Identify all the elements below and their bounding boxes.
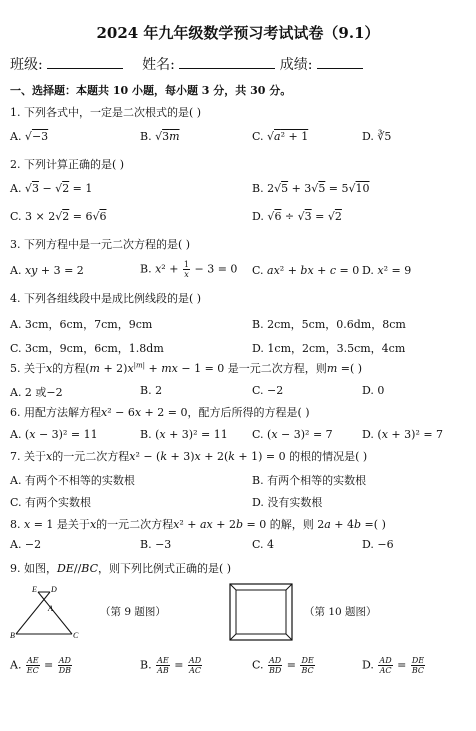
question-stem: 5. 关于x的方程$(m + 2)x^{|m|}$ + mx − 1 = 0 是一元二次方程，则m =( )	[10, 361, 363, 375]
question-stem: 7. 关于x的一元二次方程x² − (k + 3)x + 2(k + 1) = 0 的根的情况是( )	[10, 450, 368, 463]
figure-label-c: C	[73, 631, 79, 640]
name-blank[interactable]	[179, 54, 275, 69]
question-stem: 9. 如图，DE//BC，则下列比例式正确的是( )	[10, 562, 232, 575]
section-heading: 一、选择题：本题共 10 小题，每小题 3 分，共 30 分。	[10, 84, 292, 97]
figure-9-diagram	[10, 584, 80, 640]
option-d[interactable]: D. x² = 9	[362, 264, 412, 277]
option-c[interactable]: C. 3 × 2√2 = 6√6	[10, 210, 107, 223]
question-stem: 8. x = 1 是关于x的一元二次方程x² + ax + 2b = 0 的解，则 2a + 4b =( )	[10, 518, 386, 531]
question-stem: 3. 下列方程中是一元二次方程的是( )	[10, 238, 191, 251]
score-blank[interactable]	[317, 54, 363, 69]
option-d[interactable]: D. (x + 3)² = 7	[362, 428, 444, 441]
option-c[interactable]: C. 4	[252, 538, 275, 551]
exam-title: 2024 年九年级数学预习考试试卷（9.1）	[96, 24, 380, 42]
option-a[interactable]: A. −2	[10, 538, 42, 551]
option-c[interactable]: C. −2	[252, 384, 284, 397]
option-b[interactable]: B. √3m	[140, 130, 180, 143]
option-d[interactable]: D. 0	[362, 384, 385, 397]
student-info-row	[10, 54, 363, 74]
option-b[interactable]: B. $\frac{AE}{AB}$ = $\frac{AD}{AC}$	[140, 656, 202, 675]
question-stem: 1. 下列各式中，一定是二次根式的是( )	[10, 106, 202, 119]
option-b[interactable]: B. (x + 3)² = 11	[140, 428, 228, 441]
option-c[interactable]: C. 3cm，9cm，6cm，1.8dm	[10, 342, 164, 355]
score-label: 成绩:	[279, 57, 313, 73]
figure-label-b: B	[10, 631, 15, 640]
option-b[interactable]: B. 有两个相等的实数根	[252, 474, 367, 487]
figure-label-a: A	[48, 604, 53, 613]
option-b[interactable]: B. x² + $\frac{1}{x}$ − 3 = 0	[140, 260, 238, 279]
class-label: 班级:	[10, 57, 43, 73]
option-a[interactable]: A. $\frac{AE}{EC}$ = $\frac{AD}{DB}$	[10, 656, 72, 675]
option-a[interactable]: A. √3 − √2 = 1	[10, 182, 93, 195]
class-blank[interactable]	[47, 54, 123, 69]
figure-10-diagram	[228, 582, 296, 644]
option-c[interactable]: C. $\frac{AD}{BD}$ = $\frac{DE}{BC}$	[252, 656, 314, 675]
option-d[interactable]: D. ∛5	[362, 130, 392, 143]
figure-label-e: E	[32, 585, 37, 594]
option-c[interactable]: C. ax² + bx + c = 0	[252, 264, 360, 277]
option-a[interactable]: A. 2 或−2	[10, 386, 63, 399]
option-b[interactable]: B. 2	[140, 384, 163, 397]
figure-label-d: D	[51, 585, 57, 594]
option-a[interactable]: A. 3cm，6cm，7cm，9cm	[10, 318, 153, 331]
option-d[interactable]: D. 没有实数根	[252, 496, 323, 509]
option-b[interactable]: B. −3	[140, 538, 172, 551]
option-d[interactable]: D. 1cm，2cm，3.5cm，4cm	[252, 342, 406, 355]
option-a[interactable]: A. (x − 3)² = 11	[10, 428, 98, 441]
question-stem: 6. 用配方法解方程x² − 6x + 2 = 0，配方后所得的方程是( )	[10, 406, 310, 419]
figure-10-caption: （第 10 题图）	[304, 606, 377, 618]
option-c[interactable]: C. 有两个实数根	[10, 496, 92, 509]
question-stem: 2. 下列计算正确的是( )	[10, 158, 125, 171]
option-a[interactable]: A. √−3	[10, 130, 49, 143]
option-d[interactable]: D. −6	[362, 538, 394, 551]
option-b[interactable]: B. 2√5 + 3√5 = 5√10	[252, 182, 370, 195]
name-label: 姓名:	[142, 57, 175, 73]
figure-9-caption: （第 9 题图）	[100, 606, 166, 618]
option-b[interactable]: B. 2cm，5cm，0.6dm，8cm	[252, 318, 406, 331]
option-d[interactable]: D. $\frac{AD}{AC}$ = $\frac{DE}{BC}$	[362, 656, 425, 675]
option-a[interactable]: A. 有两个不相等的实数根	[10, 474, 135, 487]
option-c[interactable]: C. √a² + 1	[252, 130, 309, 143]
question-stem: 4. 下列各组线段中是成比例线段的是( )	[10, 292, 202, 305]
option-c[interactable]: C. (x − 3)² = 7	[252, 428, 333, 441]
option-d[interactable]: D. √6 ÷ √3 = √2	[252, 210, 342, 223]
option-a[interactable]: A. xy + 3 = 2	[10, 264, 84, 277]
